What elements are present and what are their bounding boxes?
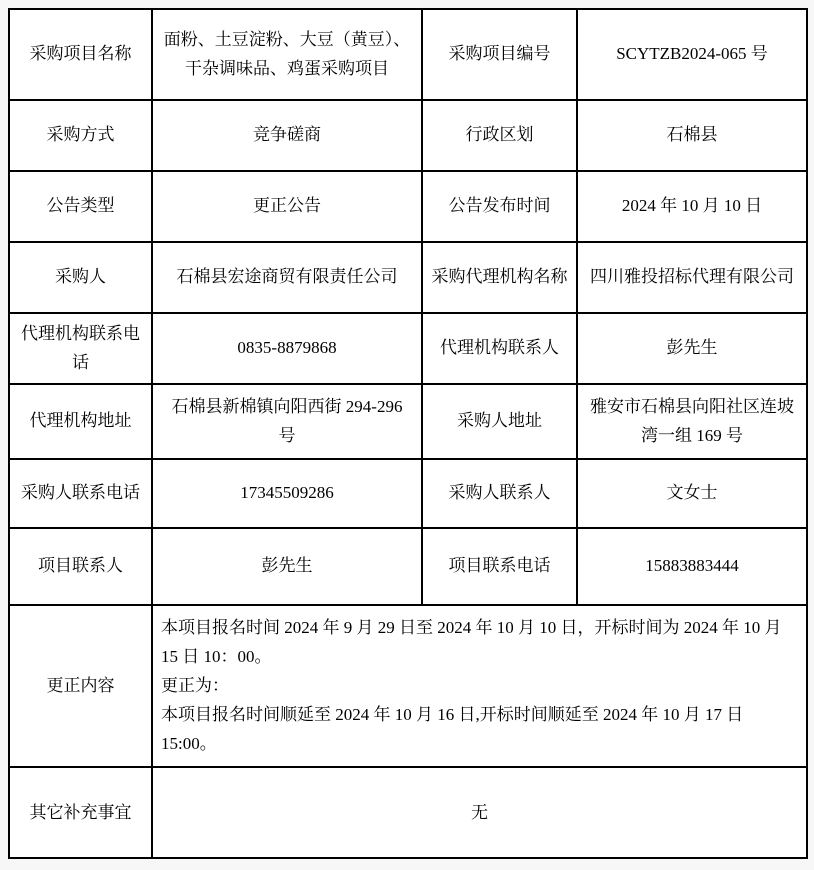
value-procurement-method: 竞争磋商 [152,100,422,171]
label-correction-content: 更正内容 [9,605,152,767]
label-supplement: 其它补充事宜 [9,767,152,858]
label-announcement-type: 公告类型 [9,171,152,242]
label-agency-name: 采购代理机构名称 [422,242,577,313]
value-project-contact-person: 彭先生 [152,528,422,605]
table-row-supplement [9,767,807,858]
correction-line-original: 本项目报名时间 2024 年 9 月 29 日至 2024 年 10 月 10 日，开标时间为 2024 年 10 月 15 日 10：00。 [161,618,782,666]
label-project-contact-person: 项目联系人 [9,528,152,605]
value-project-phone: 15883883444 [577,528,807,605]
label-project-number: 采购项目编号 [422,9,577,100]
value-announcement-type: 更正公告 [152,171,422,242]
value-purchaser-address: 雅安市石棉县向阳社区连坡湾一组 169 号 [577,384,807,459]
label-purchaser-contact-person: 采购人联系人 [422,459,577,528]
value-purchaser-contact-person: 文女士 [577,459,807,528]
table-row-agency-contact [9,313,807,384]
table-row-project [9,9,807,100]
table-row-purchaser-agency [9,242,807,313]
value-project-number: SCYTZB2024-065 号 [577,9,807,100]
label-purchaser-phone: 采购人联系电话 [9,459,152,528]
label-administrative-region: 行政区划 [422,100,577,171]
value-agency-phone: 0835-8879868 [152,313,422,384]
value-agency-name: 四川雅投招标代理有限公司 [577,242,807,313]
value-agency-address: 石棉县新棉镇向阳西街 294-296 号 [152,384,422,459]
correction-line-corrected-to: 更正为： [161,675,229,695]
table-row-type-time [9,171,807,242]
correction-line-new: 本项目报名时间顺延至 2024 年 10 月 16 日,开标时间顺延至 2024 年 10 月 17 日 15:00。 [161,704,744,753]
value-correction-content [152,605,807,767]
table-row-correction [9,605,807,767]
label-agency-address: 代理机构地址 [9,384,152,459]
value-purchaser: 石棉县宏途商贸有限责任公司 [152,242,422,313]
value-purchaser-phone: 17345509286 [152,459,422,528]
label-agency-contact-person: 代理机构联系人 [422,313,577,384]
value-administrative-region: 石棉县 [577,100,807,171]
table-row-project-contact [9,528,807,605]
label-purchaser-address: 采购人地址 [422,384,577,459]
label-project-name: 采购项目名称 [9,9,152,100]
value-supplement: 无 [152,767,807,858]
table-row-addresses [9,384,807,459]
label-publish-time: 公告发布时间 [422,171,577,242]
procurement-info-table [8,8,808,859]
label-agency-phone: 代理机构联系电话 [9,313,152,384]
table-row-purchaser-contact [9,459,807,528]
label-purchaser: 采购人 [9,242,152,313]
label-project-phone: 项目联系电话 [422,528,577,605]
value-agency-contact-person: 彭先生 [577,313,807,384]
value-project-name: 面粉、土豆淀粉、大豆（黄豆）、干杂调味品、鸡蛋采购项目 [152,9,422,100]
table-row-method-region [9,100,807,171]
label-procurement-method: 采购方式 [9,100,152,171]
value-publish-time: 2024 年 10 月 10 日 [577,171,807,242]
